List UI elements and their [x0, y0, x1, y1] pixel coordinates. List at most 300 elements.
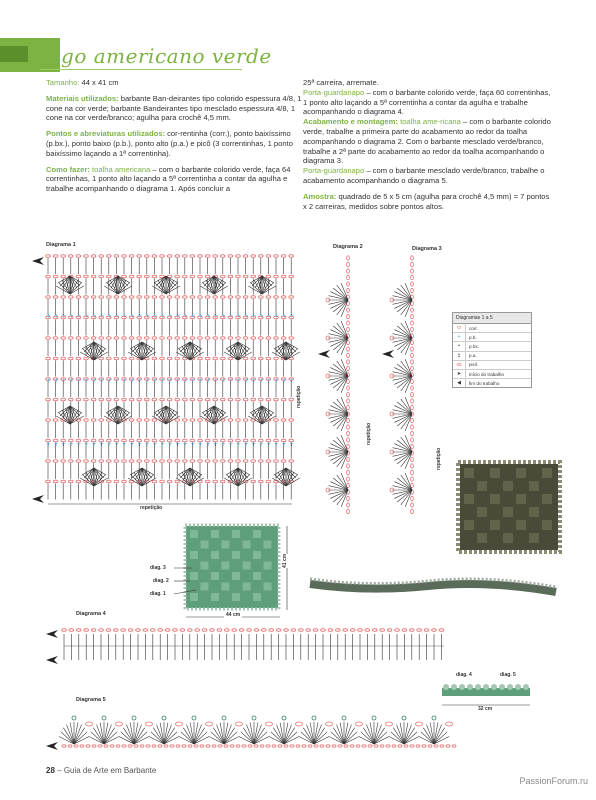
diagram2-repeat: repetição [366, 422, 372, 445]
chain-stitch [411, 353, 414, 357]
diag1-callout: diag. 1 [150, 591, 166, 597]
legend-title: Diagramas 1 a 5 [453, 313, 531, 324]
chain-stitch [411, 503, 414, 507]
chain-stitch [69, 357, 74, 360]
chain-stitch [170, 745, 174, 747]
chain-stitch [347, 366, 350, 370]
schematic-cell [232, 551, 240, 559]
chain-stitch [251, 357, 256, 360]
single-crochet-mark: + [46, 441, 52, 448]
schematic-cell [211, 593, 219, 601]
chain-stitch [284, 629, 289, 632]
how-text: – com o barbante colorido verde, faça 64 correntinhas, 1 ponto alto laçando a 5ª correntinha a contar da agulha e trabalhe acompanhando o diagrama 1. Após concluir a [46, 164, 291, 194]
single-crochet-mark: + [289, 313, 295, 320]
chain-stitch [98, 745, 102, 747]
chain-stitch [411, 360, 414, 364]
chain-stitch [61, 337, 66, 340]
chain-stitch [145, 337, 150, 340]
chain-stitch [91, 255, 96, 258]
chain-stitch [386, 745, 390, 747]
chain-stitch [53, 398, 58, 401]
chain-stitch [221, 255, 226, 258]
chain-stitch [53, 357, 58, 360]
chain-stitch [411, 418, 414, 422]
single-crochet-mark: + [220, 441, 226, 448]
chain-stitch [281, 275, 286, 278]
diagram4-chart [44, 622, 454, 668]
chain-stitch [62, 629, 67, 632]
chain-stitch [167, 480, 172, 483]
chain-stitch [160, 357, 165, 360]
chain-stitch [350, 629, 355, 632]
chain-stitch [107, 419, 112, 422]
schematic-cell [264, 541, 272, 549]
chain-stitch [289, 460, 294, 463]
legend-row [453, 324, 531, 333]
picot-stitch [132, 716, 136, 720]
finish-paragraph [303, 117, 555, 166]
chain-stitch [205, 255, 210, 258]
chain-stitch [347, 379, 350, 383]
edge-scallop [483, 684, 489, 690]
legend-box [452, 312, 532, 388]
chain-stitch [347, 288, 350, 292]
single-crochet-mark: + [99, 377, 105, 384]
chain-stitch [291, 629, 296, 632]
chain-stitch [347, 282, 350, 286]
single-crochet-mark: + [99, 441, 105, 448]
chain-stitch [91, 460, 96, 463]
points-text: cor-rentinha (corr.), ponto baixíssimo (p.bx.), ponto baixo (p.b.), ponto alto (p.a.) e picô (3 correntinhas, 1 ponto baixíssimo laçando a 1ª correntinha). [46, 129, 293, 158]
schematic-cell [190, 530, 198, 538]
single-crochet-mark: + [167, 377, 173, 384]
diagram5-label: Diagrama 5 [76, 697, 106, 703]
chain-stitch [137, 255, 142, 258]
finish-sub: toalha ame-ricana [400, 117, 461, 127]
legend-row [453, 361, 531, 370]
edge-scallop [475, 684, 481, 690]
diagram2-label: Diagrama 2 [333, 244, 363, 250]
chain-stitch [251, 398, 256, 401]
chain-stitch [114, 296, 119, 299]
legend-row [453, 370, 531, 379]
chain-stitch [251, 480, 256, 483]
chain-stitch [228, 398, 233, 401]
single-crochet-mark: + [106, 377, 112, 384]
chain-stitch [239, 629, 244, 632]
chain-stitch [398, 745, 402, 747]
footer-separator: – [54, 766, 64, 775]
chain-stitch [281, 398, 286, 401]
single-crochet-mark: + [160, 313, 166, 320]
chain-stitch [274, 460, 279, 463]
chain-stitch [151, 629, 156, 632]
chain-stitch [137, 275, 142, 278]
sample-text: quadrado de 5 x 5 cm (agulha para crochê 4,5 mm) = 7 pontos x 2 carreiras, medidos sobre pontos altos. [303, 191, 550, 211]
chain-stitch [221, 480, 226, 483]
callout-arrows [172, 560, 212, 600]
single-crochet-mark: + [144, 441, 150, 448]
chain-stitch [206, 745, 210, 747]
diagram4-label: Diagrama 4 [76, 611, 106, 617]
chain-stitch [236, 296, 241, 299]
single-crochet-mark: + [289, 441, 295, 448]
mat-lace-cell [477, 507, 487, 517]
chain-stitch [266, 745, 270, 747]
single-crochet-mark: + [53, 441, 59, 448]
chain-stitch [417, 629, 422, 632]
chain-stitch [347, 418, 350, 422]
chain-stitch [236, 460, 241, 463]
single-crochet-mark: + [144, 313, 150, 320]
chain-stitch [411, 470, 414, 474]
chain-stitch [230, 745, 234, 747]
chain-stitch [198, 275, 203, 278]
chain-stitch [46, 357, 51, 360]
chain-stitch [251, 275, 256, 278]
materials-label: Materiais utilizados: [46, 93, 119, 103]
single-crochet-mark: + [182, 377, 188, 384]
chain-stitch [411, 386, 414, 390]
chain-stitch [243, 255, 248, 258]
schematic-cell [264, 583, 272, 591]
chain-stitch [190, 296, 195, 299]
chain-stitch [129, 275, 134, 278]
single-crochet-mark: + [167, 313, 173, 320]
chain-stitch [213, 460, 218, 463]
single-crochet-mark: + [129, 313, 135, 320]
placemat-photo [456, 460, 562, 554]
chain-stitch [259, 460, 264, 463]
chain-stitch [198, 296, 203, 299]
chain-stitch [107, 357, 112, 360]
single-crochet-mark: + [106, 441, 112, 448]
chain-stitch [91, 419, 96, 422]
single-crochet-mark: + [281, 313, 287, 320]
page-title: Jogo americano verde [40, 44, 272, 68]
chain-stitch [259, 255, 264, 258]
chain-stitch [200, 745, 204, 747]
mat-lace-cell [464, 520, 474, 530]
chain-stitch [152, 357, 157, 360]
chain-stitch [302, 745, 306, 747]
single-crochet-mark: + [190, 313, 196, 320]
picot-stitch [432, 716, 436, 720]
chain-stitch [289, 296, 294, 299]
chain-stitch [167, 337, 172, 340]
chain-stitch [274, 337, 279, 340]
edge-scallop [459, 684, 465, 690]
single-crochet-mark: + [228, 441, 234, 448]
chain-stitch [289, 275, 294, 278]
chain-stitch [152, 337, 157, 340]
chain-stitch [84, 357, 89, 360]
start-arrow-icon [46, 742, 58, 750]
single-crochet-mark: + [152, 377, 158, 384]
chain-stitch [152, 460, 157, 463]
chain-stitch [129, 398, 134, 401]
chain-stitch [269, 629, 274, 632]
single-crochet-mark: + [106, 313, 112, 320]
chain-stitch [61, 398, 66, 401]
chain-stitch [266, 275, 271, 278]
chain-stitch [160, 337, 165, 340]
chain-stitch [243, 419, 248, 422]
start-arrow-icon: ➤ [453, 370, 466, 378]
chain-stitch [356, 745, 360, 747]
chain-stitch [198, 398, 203, 401]
chain-stitch [99, 275, 104, 278]
chain-stitch [411, 282, 414, 286]
chain-stitch [247, 629, 252, 632]
chain-stitch [259, 357, 264, 360]
chain-stitch [213, 296, 218, 299]
continuation-paragraph [303, 78, 555, 88]
mat-lace-cell [490, 520, 500, 530]
chain-stitch [84, 460, 89, 463]
chain-stitch [266, 398, 271, 401]
chain-stitch [76, 337, 81, 340]
chain-stitch [347, 347, 350, 351]
chain-stitch [145, 460, 150, 463]
materials-paragraph [46, 94, 302, 123]
single-crochet-mark: + [258, 377, 264, 384]
chain-stitch [224, 745, 228, 747]
schematic-cell [243, 541, 251, 549]
chain-stitch [276, 629, 281, 632]
chain-stitch [281, 255, 286, 258]
single-crochet-mark: + [190, 377, 196, 384]
chain-stitch [411, 457, 414, 461]
chain-stitch [84, 629, 89, 632]
single-crochet-mark: + [46, 313, 52, 320]
diag3-callout: diag. 3 [150, 565, 166, 571]
chain-stitch [146, 745, 150, 747]
single-crochet-mark: + [274, 313, 280, 320]
chain-stitch [99, 255, 104, 258]
chain-stitch [343, 629, 348, 632]
chain-loop [446, 722, 453, 726]
chain-stitch [228, 296, 233, 299]
chain-stitch [76, 480, 81, 483]
chain-stitch [284, 745, 288, 747]
strip-dimension: 32 cm [478, 706, 493, 712]
chain-stitch [248, 745, 252, 747]
chain-stitch [205, 337, 210, 340]
chain-stitch [175, 460, 180, 463]
chain-stitch [416, 745, 420, 747]
chain-stitch [320, 745, 324, 747]
height-dimension: 41 cm [282, 553, 288, 568]
chain-stitch [347, 444, 350, 448]
chain-stitch [380, 629, 385, 632]
chain-stitch [195, 629, 200, 632]
chain-stitch [61, 296, 66, 299]
mat-lace-cell [477, 533, 487, 543]
chain-stitch [76, 398, 81, 401]
chain-stitch [114, 398, 119, 401]
schematic-cell [253, 551, 261, 559]
chain-stitch [411, 347, 414, 351]
chain-loop [266, 722, 273, 726]
chain-loop [356, 722, 363, 726]
chain-loop [206, 722, 213, 726]
how-sub: toalha americana [92, 164, 151, 174]
chain-stitch [266, 460, 271, 463]
single-crochet-mark: + [84, 441, 90, 448]
single-crochet-mark: + [137, 441, 143, 448]
chain-stitch [290, 745, 294, 747]
picot-stitch [282, 716, 286, 720]
chain-stitch [236, 337, 241, 340]
single-crochet-mark: + [251, 313, 257, 320]
chain-stitch [242, 745, 246, 747]
chain-stitch [175, 357, 180, 360]
chain-stitch [145, 296, 150, 299]
single-crochet-mark: + [76, 313, 82, 320]
legend-text: início do trabalho [469, 371, 504, 377]
single-crochet-mark: + [68, 313, 74, 320]
chain-stitch [84, 398, 89, 401]
chain-stitch [164, 745, 168, 747]
size-label: Tamanho: [46, 78, 80, 87]
chain-stitch [332, 745, 336, 747]
diag2-callout: diag. 2 [153, 578, 169, 584]
chain-stitch [260, 745, 264, 747]
chain-stitch [183, 275, 188, 278]
how-label: Como fazer: [46, 164, 90, 174]
chain-stitch [160, 460, 165, 463]
chain-stitch [69, 255, 74, 258]
chain-stitch [99, 296, 104, 299]
chain-stitch [411, 308, 414, 312]
single-crochet-mark: + [198, 313, 204, 320]
chain-stitch [114, 357, 119, 360]
chain-stitch [387, 629, 392, 632]
chain-stitch [107, 255, 112, 258]
chain-stitch [411, 321, 414, 325]
chain-stitch [347, 496, 350, 500]
chain-stitch [347, 405, 350, 409]
schematic-cell [211, 551, 219, 559]
chain-stitch [145, 275, 150, 278]
chain-stitch [411, 477, 414, 481]
legend-text: p.a. [469, 353, 477, 359]
single-crochet-mark: + [84, 377, 90, 384]
chain-stitch [243, 337, 248, 340]
chain-stitch [243, 275, 248, 278]
chain-stitch [347, 464, 350, 468]
single-crochet-mark: + [274, 441, 280, 448]
single-crochet-mark: + [46, 377, 52, 384]
single-crochet-mark: + [91, 441, 97, 448]
chain-stitch [128, 745, 132, 747]
picot-stitch [192, 716, 196, 720]
chain-stitch [62, 745, 66, 747]
chain-stitch [129, 296, 134, 299]
schematic-cell [201, 541, 209, 549]
chain-stitch [116, 745, 120, 747]
chain-stitch [129, 337, 134, 340]
single-crochet-mark: + [122, 441, 128, 448]
chain-stitch [175, 275, 180, 278]
chain-stitch [347, 256, 350, 260]
chain-stitch [228, 419, 233, 422]
chain-stitch [91, 275, 96, 278]
chain-stitch [190, 460, 195, 463]
single-crochet-mark: + [122, 377, 128, 384]
chain-loop [416, 722, 423, 726]
chain-stitch [228, 357, 233, 360]
chain-stitch [77, 629, 82, 632]
chain-stitch [243, 398, 248, 401]
chain-stitch [232, 629, 237, 632]
single-crochet-mark: + [114, 313, 120, 320]
single-crochet-mark: + [266, 313, 272, 320]
chain-stitch [61, 480, 66, 483]
chain-stitch [53, 419, 58, 422]
chain-stitch [205, 357, 210, 360]
chain-stitch [228, 275, 233, 278]
diag5-callout: diag. 5 [500, 672, 516, 678]
edge-scallop [523, 684, 529, 690]
single-crochet-mark: + [236, 313, 242, 320]
chain-stitch [336, 629, 341, 632]
start-arrow-icon [318, 350, 330, 358]
single-crochet-mark: + [76, 441, 82, 448]
chain-stitch [347, 477, 350, 481]
chain-stitch [274, 357, 279, 360]
porta1-text: – com o barbante colorido verde, faça 60 correntinhas, 1 ponto alto laçando a 5ª correntinha a contar da agulha e trabalhe acompanhando o diagrama 4. [303, 87, 551, 117]
chain-stitch [243, 357, 248, 360]
chain-stitch [122, 398, 127, 401]
schematic-cell [243, 562, 251, 570]
schematic-cell [243, 583, 251, 591]
chain-stitch [350, 745, 354, 747]
chain-stitch [347, 386, 350, 390]
chain-stitch [76, 460, 81, 463]
chain-stitch [259, 398, 264, 401]
chain-stitch [411, 464, 414, 468]
edge-scallop [443, 684, 449, 690]
chain-stitch [129, 460, 134, 463]
chain-stitch [167, 460, 172, 463]
mat-lace-cell [503, 481, 513, 491]
diagram2-chart [318, 254, 374, 516]
chain-stitch [84, 296, 89, 299]
mat-lace-cell [464, 494, 474, 504]
chain-stitch [347, 399, 350, 403]
mat-lace-cell [516, 494, 526, 504]
single-crochet-mark: + [289, 377, 295, 384]
chain-stitch [175, 398, 180, 401]
chain-stitch [152, 296, 157, 299]
chain-stitch [190, 255, 195, 258]
napkin-ring-schematic [440, 680, 532, 702]
legend-row [453, 333, 531, 342]
diagram5-chart [44, 706, 464, 754]
page-number: 28 [46, 766, 55, 775]
chain-stitch [411, 392, 414, 396]
single-crochet-mark: + [152, 441, 158, 448]
single-crochet-mark: + [266, 441, 272, 448]
chain-stitch [167, 357, 172, 360]
chain-stitch [175, 337, 180, 340]
chain-stitch [198, 255, 203, 258]
chain-stitch [266, 480, 271, 483]
porta2-paragraph [303, 166, 555, 186]
chain-stitch [281, 460, 286, 463]
